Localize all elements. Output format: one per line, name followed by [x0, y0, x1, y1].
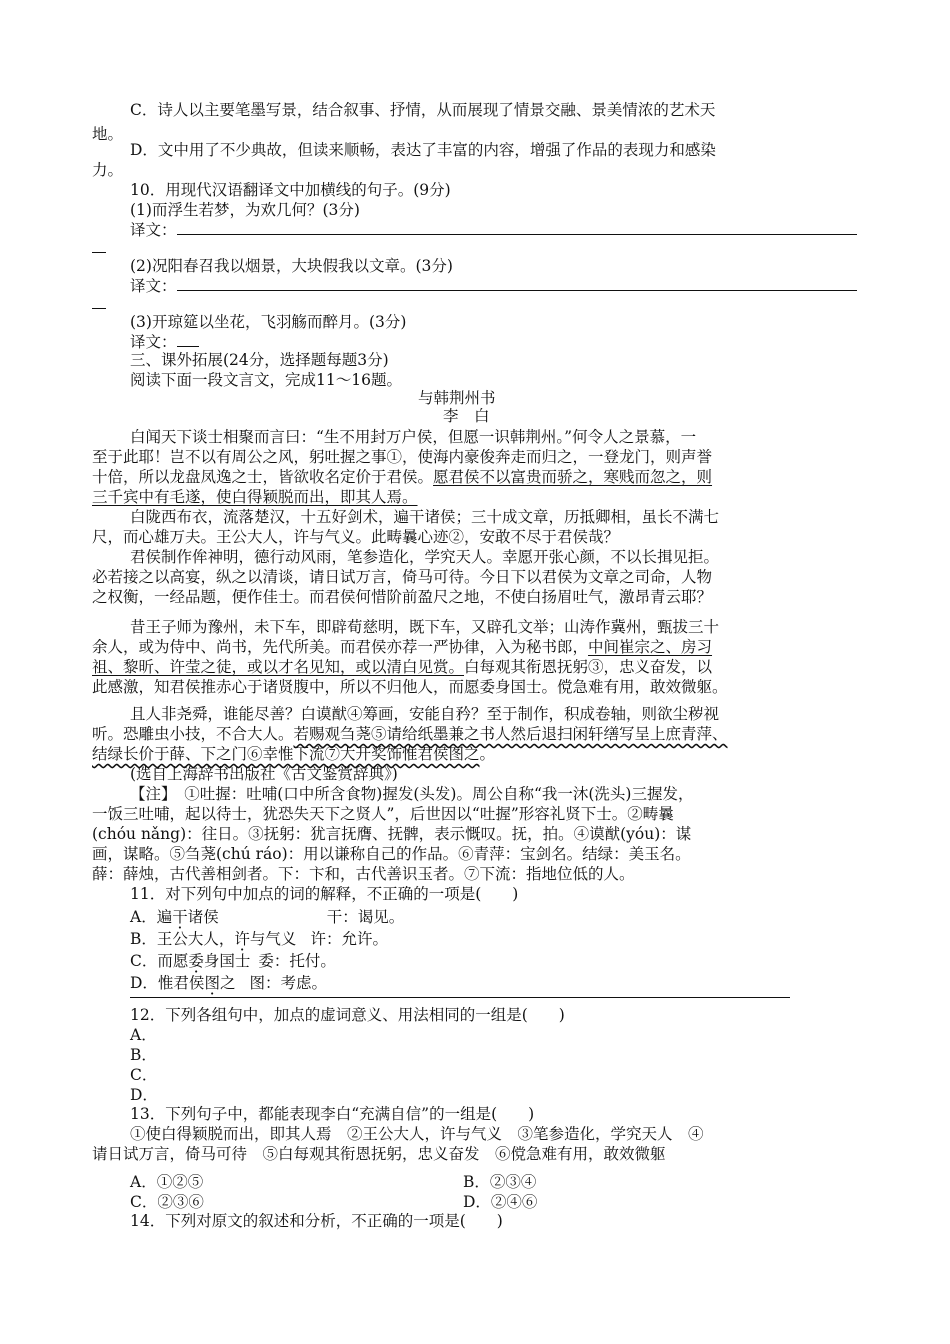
notes-line4: 画，谋略。⑤刍荛(chú ráo)：用以谦称自己的作品。⑥青萍：宝剑名。结绿：美玉名。: [92, 845, 691, 863]
answer-blank-1-tail: [92, 238, 106, 258]
answer-blank-3[interactable]: [177, 332, 199, 347]
answer-blank-1[interactable]: [177, 220, 857, 235]
q10-title: 10．用现代汉语翻译文中加横线的句子。(9分): [130, 181, 451, 199]
passage-p5-line1: 且人非尧舜，谁能尽善？白谟猷④筹画，安能自矜？至于制作，积成卷轴，则欲尘秽视: [130, 705, 720, 723]
passage-p1-line3: 十倍，所以龙盘凤逸之士，皆欲收名定价于君侯。愿君侯不以富贵而骄之，寒贱而忽之，则: [92, 468, 713, 486]
q12-option-c[interactable]: C．: [130, 1066, 158, 1084]
answer-blank-2-tail: [92, 294, 106, 314]
section-3-intro: 阅读下面一段文言文，完成11～16题。: [130, 371, 402, 389]
passage-p4-line3: 祖、黎昕、许莹之徒，或以才名见知，或以清白见赏。白每观其衔恩抚躬③，忠义奋发，以: [92, 658, 713, 676]
q10-answer-3: [130, 332, 199, 352]
notes-line1: 【注】 ①吐握：吐哺(口中所含食物)握发(头发)。周公自称“我一沐(洗头)三握发，: [130, 785, 694, 803]
q13-items-line2: 请日试万言，倚马可待 ⑤白每观其衔恩抚躬，忠义奋发 ⑥傥急难有用，敢效微躯: [92, 1145, 666, 1163]
answer-label: 译文：: [130, 333, 177, 351]
q12-option-a[interactable]: A．: [130, 1026, 157, 1044]
dotted-word: 委: [188, 952, 204, 970]
q11-title: 11．对下列句中加点的词的解释，不正确的一项是( ): [130, 885, 519, 903]
q13-option-b[interactable]: B．②③④: [463, 1173, 537, 1191]
passage-p5-line2: 听。恐雕虫小技，不合大人。若赐观刍荛⑤请给纸墨兼之书人然后退扫闲轩缮写呈上庶青萍、: [92, 725, 728, 743]
underlined-sentence: 中间崔宗之、房习: [588, 638, 713, 656]
q10-sentence-1: (1)而浮生若梦，为欢几何？(3分): [130, 201, 360, 219]
q10-answer-2: [130, 276, 857, 296]
dotted-word: 干: [172, 908, 188, 926]
underlined-sentence: 三千宾中有毛遂，使白得颖脱而出，即其人焉。: [92, 488, 418, 506]
q11-option-c[interactable]: C．而愿委身国士 委：托付。: [130, 952, 336, 970]
wavy-underlined-sentence: 结绿长价于薛、下之门⑥幸惟下流⑦大开奖饰惟君侯图之: [92, 745, 480, 763]
dotted-word: 图: [204, 974, 220, 992]
q13-items-line1: ①使白得颖脱而出，即其人焉 ②王公大人，许与气义 ③笔参造化，学究天人 ④: [130, 1125, 704, 1143]
notes-line5: 薛：薛烛，古代善相剑者。下：卞和，古代善识玉者。⑦下流：指地位低的人。: [92, 865, 635, 883]
section-3-title: 三、课外拓展(24分，选择题每题3分): [130, 351, 389, 369]
q13-option-d[interactable]: D．②④⑥: [463, 1193, 538, 1211]
notes-line2: 一饭三吐哺，起以待士，犹恐失天下之贤人”，后世因以“吐握”形容礼贤下士。②畴曩: [92, 805, 674, 823]
q10-answer-1: [130, 220, 857, 240]
q11-option-a[interactable]: A．遍干诸侯 干：谒见。: [130, 908, 405, 926]
answer-blank-2[interactable]: [177, 276, 857, 291]
notes-line3: (chóu nǎng)：往日。③抚躬：犹言抚膺、抚髀，表示慨叹。抚，拍。④谟猷(yóu)：谋: [92, 825, 692, 843]
q11-option-d[interactable]: D．惟君侯图之 图：考虑。: [130, 974, 327, 992]
q12-option-d[interactable]: D．: [130, 1086, 158, 1104]
passage-p4-line2: 余人，或为侍中、尚书，先代所美。而君侯亦荐一严协律，入为秘书郎，中间崔宗之、房习: [92, 638, 713, 656]
q9-option-d-line2: 力。: [92, 161, 124, 179]
passage-p1-line2: 至于此耶！岂不以有周公之风，躬吐握之事①，使海内豪俊奔走而归之，一登龙门，则声誉: [92, 448, 713, 466]
passage-p3-line3: 之权衡，一经品题，便作佳士。而君侯何惜阶前盈尺之地，不使白扬眉吐气，激昂青云耶？: [92, 588, 713, 606]
passage-author: 李 白: [443, 407, 490, 425]
passage-p5-line3: 结绿长价于薛、下之门⑥幸惟下流⑦大开奖饰惟君侯图之。: [92, 745, 496, 763]
passage-title: 与韩荆州书: [418, 389, 496, 407]
passage-p3-line2: 必若接之以高宴，纵之以清谈，请日试万言，倚马可待。今日下以君侯为文章之司命，人物: [92, 568, 713, 586]
passage-p1-line4: [92, 487, 418, 507]
q10-sentence-3: (3)开琼筵以坐花，飞羽觞而醉月。(3分): [130, 313, 407, 331]
q12-option-b[interactable]: B．: [130, 1046, 157, 1064]
wavy-underlined-sentence: 若赐观刍荛⑤请给纸墨兼之书人然后退扫闲轩缮写呈上庶青萍、: [293, 725, 728, 743]
underlined-sentence: 愿君侯不以富贵而骄之，寒贱而忽之，则: [433, 468, 713, 486]
dotted-word: 许: [234, 930, 250, 948]
underlined-sentence: 祖、黎昕、许莹之徒，或以才名见知，或以清白见赏。: [92, 658, 465, 676]
passage-p1-line1: 白闻天下谈士相聚而言曰：“生不用封万户侯，但愿一识韩荆州。”何令人之景慕，一: [130, 428, 697, 446]
q13-title: 13．下列句子中，都能表现李白“充满自信”的一组是( ): [130, 1105, 535, 1123]
answer-label: 译文：: [130, 221, 177, 239]
q9-option-d-line1: D．文中用了不少典故，但读来顺畅，表达了丰富的内容，增强了作品的表现力和感染: [130, 141, 716, 159]
q11-option-b[interactable]: B．王公大人，许与气义 许：允许。: [130, 930, 388, 948]
answer-label: 译文：: [130, 277, 177, 295]
passage-source: (选自上海辞书出版社《古文鉴赏辞典》): [130, 765, 398, 783]
passage-p4-line4: 此感激，知君侯推赤心于诸贤腹中，所以不归他人，而愿委身国士。傥急难有用，敢效微躯。: [92, 678, 728, 696]
q12-title: 12．下列各组句中，加点的虚词意义、用法相同的一组是( ): [130, 1006, 565, 1024]
passage-p4-line1: 昔王子师为豫州，未下车，即辟荀慈明，既下车，又辟孔文举；山涛作冀州，甄拔三十: [130, 618, 720, 636]
passage-p2-line1: 白陇西布衣，流落楚汉，十五好剑术，遍干诸侯；三十成文章，历抵卿相，虽长不满七: [130, 508, 720, 526]
q13-option-c[interactable]: C．②③⑥: [130, 1193, 204, 1211]
q13-option-a[interactable]: A．①②⑤: [130, 1173, 204, 1191]
q14-title: 14．下列对原文的叙述和分析，不正确的一项是( ): [130, 1212, 503, 1230]
separator-line: [130, 997, 790, 998]
q9-option-c-line1: C．诗人以主要笔墨写景，结合叙事、抒情，从而展现了情景交融、景美情浓的艺术天: [130, 101, 716, 119]
q9-option-c-line2: 地。: [92, 125, 124, 143]
passage-p2-line2: 尺，而心雄万夫。王公大人，许与气义。此畴曩心迹②，安敢不尽于君侯哉？: [92, 528, 620, 546]
q10-sentence-2: (2)况阳春召我以烟景，大块假我以文章。(3分): [130, 257, 453, 275]
passage-p3-line1: 君侯制作侔神明，德行动风雨，笔参造化，学究天人。幸愿开张心颜，不以长揖见拒。: [130, 548, 720, 566]
